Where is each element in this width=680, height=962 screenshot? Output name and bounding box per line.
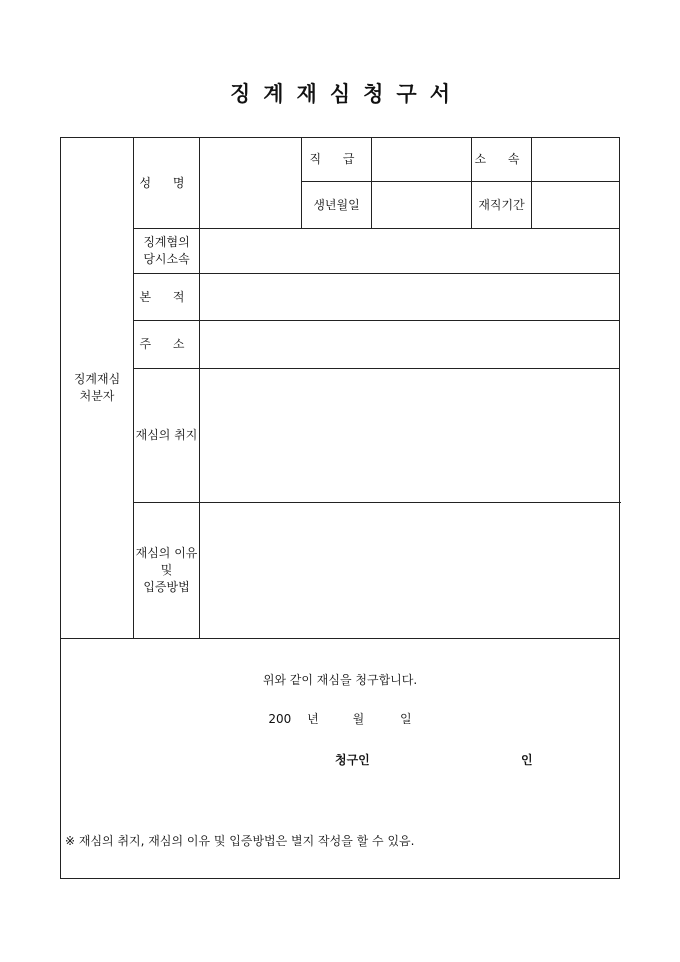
reason-label-line3: 입증방법 bbox=[143, 580, 190, 594]
reason-label-line2: 및 bbox=[160, 563, 173, 577]
domicile-label-text: 본 적 bbox=[139, 289, 194, 304]
purpose-label-text: 재심의 취지 bbox=[135, 428, 198, 442]
date-month-unit: 월 bbox=[352, 712, 365, 726]
service-period-field[interactable] bbox=[532, 182, 620, 229]
domicile-label bbox=[134, 274, 200, 321]
rank-label bbox=[302, 138, 372, 182]
subject-label-line1: 징계재심 bbox=[73, 372, 121, 386]
domicile-field[interactable] bbox=[200, 274, 620, 321]
org-label-line2: 당시소속 bbox=[143, 252, 190, 266]
document-title-text: 징계재심청구서 bbox=[229, 81, 463, 106]
reason-label-line1: 재심의 이유 bbox=[135, 546, 198, 560]
service-period-label-text: 재직기간 bbox=[478, 197, 525, 212]
footnote: ※ 재심의 취지, 재심의 이유 및 입증방법은 별지 작성을 할 수 있음. bbox=[65, 834, 415, 848]
address-label-text: 주 소 bbox=[139, 337, 194, 351]
date-day-unit: 일 bbox=[399, 712, 412, 726]
affiliation-field[interactable] bbox=[532, 138, 620, 182]
name-label bbox=[134, 138, 200, 229]
date-line bbox=[61, 711, 619, 728]
date-year: 200 bbox=[268, 712, 292, 726]
subject-label-line2: 처분자 bbox=[79, 389, 115, 403]
birth-label-text: 생년월일 bbox=[313, 197, 360, 212]
reason-field[interactable] bbox=[200, 503, 620, 639]
date-year-unit: 년 bbox=[307, 712, 319, 726]
service-period-label bbox=[472, 182, 532, 229]
birth-field[interactable] bbox=[372, 182, 472, 229]
affiliation-label bbox=[472, 138, 532, 182]
name-label-text: 성 명 bbox=[139, 175, 194, 190]
claimant-label: 청구인 bbox=[335, 753, 370, 767]
footer-cell bbox=[61, 639, 620, 879]
reason-label bbox=[134, 503, 200, 639]
affiliation-label-text: 소 속 bbox=[474, 152, 529, 166]
rank-field[interactable] bbox=[372, 138, 472, 182]
org-label bbox=[134, 229, 200, 274]
seal-label: 인 bbox=[521, 753, 533, 767]
address-label bbox=[134, 321, 200, 369]
rank-label-text: 직 급 bbox=[309, 152, 364, 166]
birth-label bbox=[302, 182, 372, 229]
purpose-label bbox=[134, 369, 200, 503]
document-title bbox=[0, 78, 680, 108]
purpose-field[interactable] bbox=[200, 369, 620, 503]
org-field[interactable] bbox=[200, 229, 620, 274]
name-field[interactable] bbox=[200, 138, 302, 229]
address-field[interactable] bbox=[200, 321, 620, 369]
subject-section-label bbox=[61, 138, 134, 639]
appeal-form-table bbox=[60, 137, 620, 879]
claim-statement: 위와 같이 재심을 청구합니다. bbox=[262, 673, 418, 687]
org-label-line1: 징계혐의 bbox=[143, 235, 190, 249]
